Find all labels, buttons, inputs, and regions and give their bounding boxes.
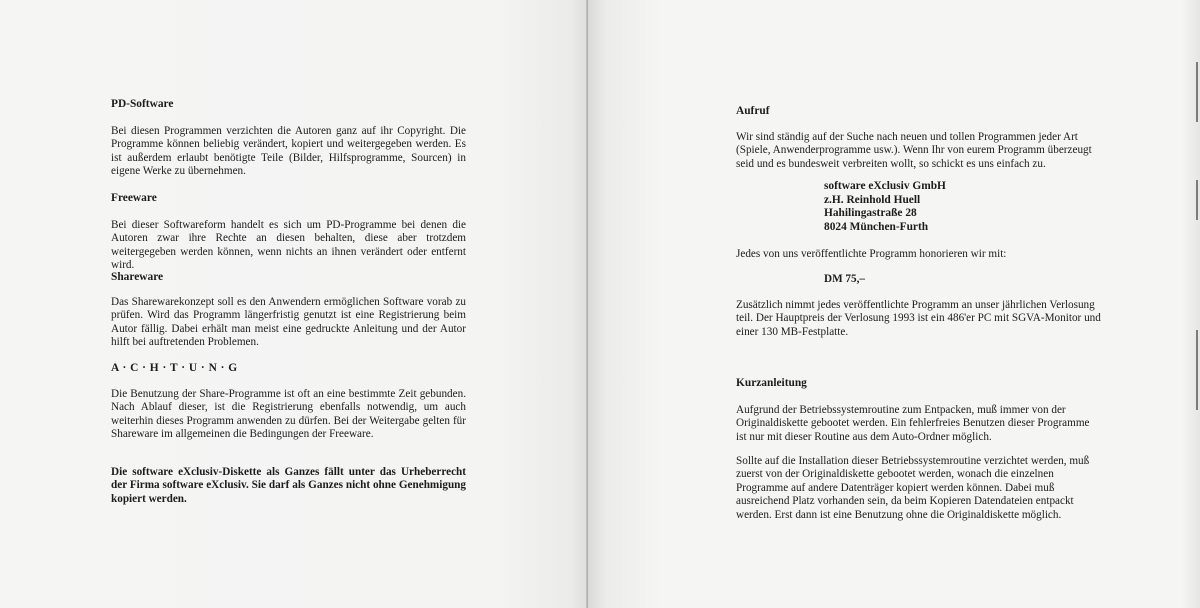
freeware-text: Bei dieser Softwareform handelt es sich um PD-Programme bei denen die Autoren zwar ihre Rechte an diesen behalten, diese aber trotzdem weitergegeben werden können, wenn nichts an ihnen verändert oder entfernt wird. (111, 219, 466, 272)
kurzanleitung-text-2: Sollte auf die Installation dieser Betriebssystemroutine verzichtet werden, muß zuerst von der Originaldiskette gebootet werden, wonach die einzelnen Programme auf andere Datenträger kopiert werden können. Dabei muß ausreichend Platz vorhanden sein, da beim Kopieren Datendateien entpackt werden. Erst dann ist eine Benutzung ohne die Originaldiskette möglich. (736, 455, 1090, 521)
address-city: 8024 München-Furth (824, 220, 929, 233)
left-page (0, 0, 588, 608)
pd-software-heading: PD-Software (111, 98, 174, 110)
aufruf-text: Wir sind ständig auf der Suche nach neuen und tollen Programmen jeder Art (Spiele, Anwenderprogramme usw.). Wenn Ihr von eurem Programm überzeugt seid und es bundesweit verbreiten wollt, so schickt es uns einfach zu. (736, 131, 1092, 170)
honor-text: Jedes von uns veröffentlichte Programm honorieren wir mit: (736, 248, 1007, 260)
page-edge-mark (1196, 180, 1198, 220)
shareware-heading: Shareware (111, 271, 164, 283)
pd-software-text: Bei diesen Programmen verzichten die Autoren ganz auf ihr Copyright. Die Programme können beliebig verändert, kopiert und weitergegeben werden. Es ist außerdem erlaubt benötigte Teile (Bilder, Hilfsprogramme, Sourcen) in eigene Werke zu übernehmen. (111, 125, 466, 178)
address-company: software eXclusiv GmbH (824, 180, 946, 192)
page-edge-mark (1196, 330, 1198, 410)
honorarium-price: DM 75,– (824, 273, 866, 285)
achtung-heading: A · C · H · T · U · N · G (111, 362, 238, 374)
lottery-text: Zusätzlich nimmt jedes veröffentlichte Programm an unser jährlichen Verlosung teil. Der Hauptpreis der Verlosung 1993 ist ein 486'er PC mit SGVA-Monitor und einer 130 MB-Festplatte. (736, 299, 1101, 338)
page-edge-mark (1196, 62, 1198, 122)
freeware-heading: Freeware (111, 192, 157, 204)
address-street: Hahilingastraße 28 (824, 207, 917, 220)
address-block (824, 180, 946, 234)
aufruf-heading: Aufruf (736, 105, 770, 117)
shareware-text: Das Sharewarekonzept soll es den Anwendern ermöglichen Software vorab zu prüfen. Wird das Programm längerfristig genutzt ist eine Registrierung beim Autor fällig. Dabei erhält man meist eine gedruckte Anleitung und der Autor hilft bei auftretenden Problemen. (111, 296, 466, 349)
achtung-text: Die Benutzung der Share-Programme ist oft an eine bestimmte Zeit gebunden. Nach Ablauf dieser, ist die Registrierung ebenfalls notwendig, um auch weiterhin dieses Programm anwenden zu dürfen. Bei der Weitergabe gelten für Shareware im allgemeinen die Bedingungen der Freeware. (111, 388, 466, 441)
kurzanleitung-heading: Kurzanleitung (736, 377, 807, 389)
copyright-notice: Die software eXclusiv-Diskette als Ganzes fällt unter das Urheberrecht der Firma software eXclusiv. Sie darf als Ganzes nicht ohne Genehmigung kopiert werden. (111, 466, 466, 505)
address-contact: z.H. Reinhold Huell (824, 193, 921, 206)
kurzanleitung-text-1: Aufgrund der Betriebssystemroutine zum Entpacken, muß immer von der Originaldiskette gebootet werden. Ein fehlerfreies Benutzen dieser Programme ist nur mit dieser Routine aus dem Auto-Ordner möglich. (736, 404, 1090, 443)
